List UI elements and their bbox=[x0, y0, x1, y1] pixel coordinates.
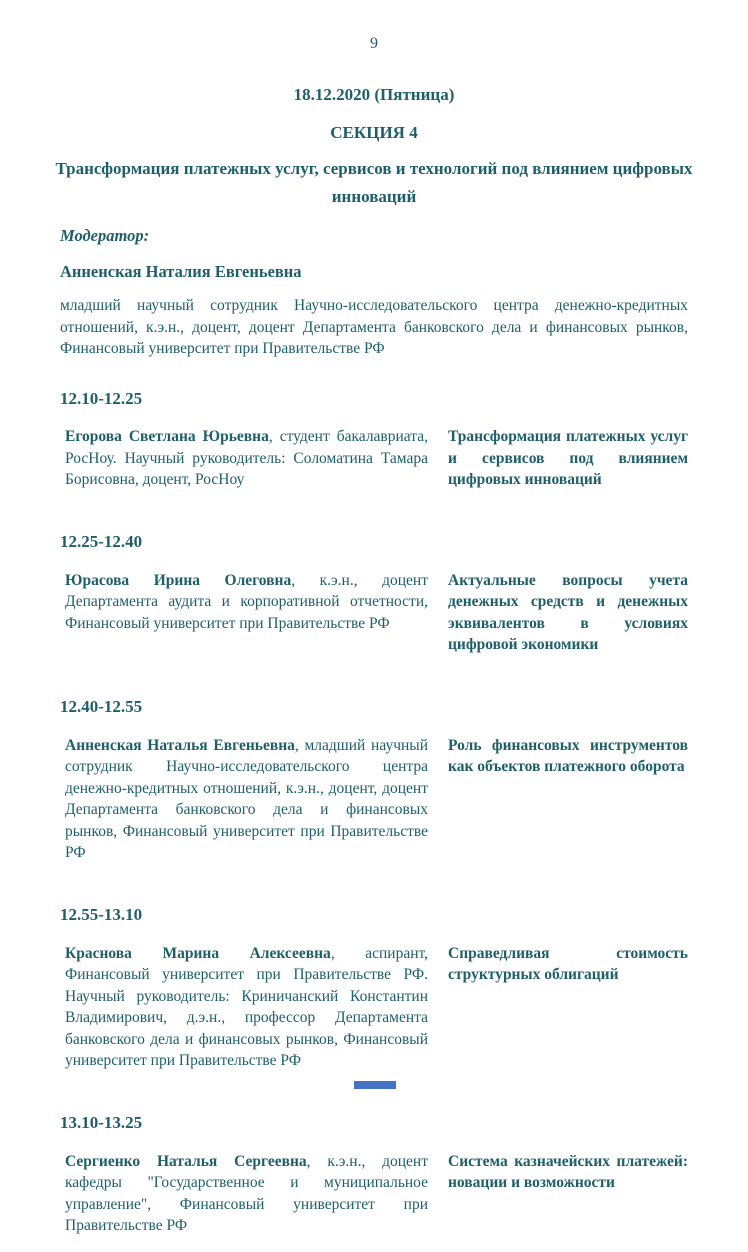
session-row bbox=[65, 927, 693, 1087]
session-time: 12.25-12.40 bbox=[60, 531, 748, 552]
session-time: 13.10-13.25 bbox=[60, 1112, 748, 1133]
session-row bbox=[65, 719, 693, 879]
session-time: 12.10-12.25 bbox=[60, 388, 748, 409]
session-speaker bbox=[65, 943, 428, 1072]
speaker-name: Юрасова Ирина Олеговна bbox=[65, 572, 291, 589]
speaker-details: , к.э.н., доцент Департамента аудита и корпоративной отчетности, Финансовый университет при Правительстве РФ bbox=[65, 572, 428, 632]
session-speaker bbox=[65, 735, 428, 864]
page-break-indicator bbox=[354, 1081, 396, 1089]
session-row bbox=[65, 554, 693, 671]
speaker-details: , студент бакалавриата, РосНоу. Научный руководитель: Соломатина Тамара Борисовна, доцент, РосНоу bbox=[65, 428, 428, 488]
session-topic: Справедливая стоимость структурных облигаций bbox=[448, 943, 688, 1072]
session-topic: Трансформация платежных услуг и сервисов под влиянием цифровых инноваций bbox=[448, 426, 688, 491]
session-row bbox=[65, 1135, 693, 1252]
speaker-name: Анненская Наталья Евгеньевна bbox=[65, 737, 295, 754]
session-speaker bbox=[65, 426, 428, 491]
moderator-name: Анненская Наталия Евгеньевна bbox=[60, 261, 748, 282]
session-item bbox=[0, 531, 748, 671]
speaker-details: , к.э.н., доцент кафедры "Государственное и муниципальное управление", Финансовый университет при Правительстве РФ bbox=[65, 1153, 428, 1235]
session-item bbox=[0, 388, 748, 507]
speaker-details: , аспирант, Финансовый университет при Правительстве РФ. Научный руководитель: Криничанский Константин Владимирович, д.э.н., профессор Департамента банковского дела и финансовых рынков, Финансовый университет при Правительстве РФ bbox=[65, 945, 428, 1070]
date-heading: 18.12.2020 (Пятница) bbox=[0, 84, 748, 105]
session-topic: Актуальные вопросы учета денежных средств и денежных эквивалентов в условиях цифровой экономики bbox=[448, 570, 688, 656]
speaker-details: , младший научный сотрудник Научно-исследовательского центра денежно-кредитных отношений, к.э.н., доцент, доцент Департамента банковского дела и финансовых рынков, Финансовый университет при Правительстве РФ bbox=[65, 737, 428, 862]
moderator-description: младший научный сотрудник Научно-исследовательского центра денежно-кредитных отношений, к.э.н., доцент, доцент Департамента банковского дела и финансовых рынков, Финансовый университет при Правительстве РФ bbox=[60, 295, 688, 360]
section-title: Трансформация платежных услуг, сервисов и технологий под влиянием цифровых инноваций bbox=[54, 155, 694, 211]
session-time: 12.40-12.55 bbox=[60, 696, 748, 717]
session-row bbox=[65, 411, 693, 507]
session-topic: Роль финансовых инструментов как объектов платежного оборота bbox=[448, 735, 688, 864]
session-time: 12.55-13.10 bbox=[60, 904, 748, 925]
session-speaker bbox=[65, 1151, 428, 1237]
session-item bbox=[0, 696, 748, 879]
speaker-name: Краснова Марина Алексеевна bbox=[65, 945, 331, 962]
speaker-name: Сергиенко Наталья Сергеевна bbox=[65, 1153, 307, 1170]
sessions-list bbox=[0, 388, 748, 1252]
page-number: 9 bbox=[0, 34, 748, 54]
session-item bbox=[0, 1112, 748, 1252]
section-heading: СЕКЦИЯ 4 bbox=[0, 122, 748, 143]
speaker-name: Егорова Светлана Юрьевна bbox=[65, 428, 269, 445]
moderator-label: Модератор: bbox=[60, 225, 748, 246]
session-topic: Система казначейских платежей: новации и возможности bbox=[448, 1151, 688, 1237]
session-speaker bbox=[65, 570, 428, 656]
